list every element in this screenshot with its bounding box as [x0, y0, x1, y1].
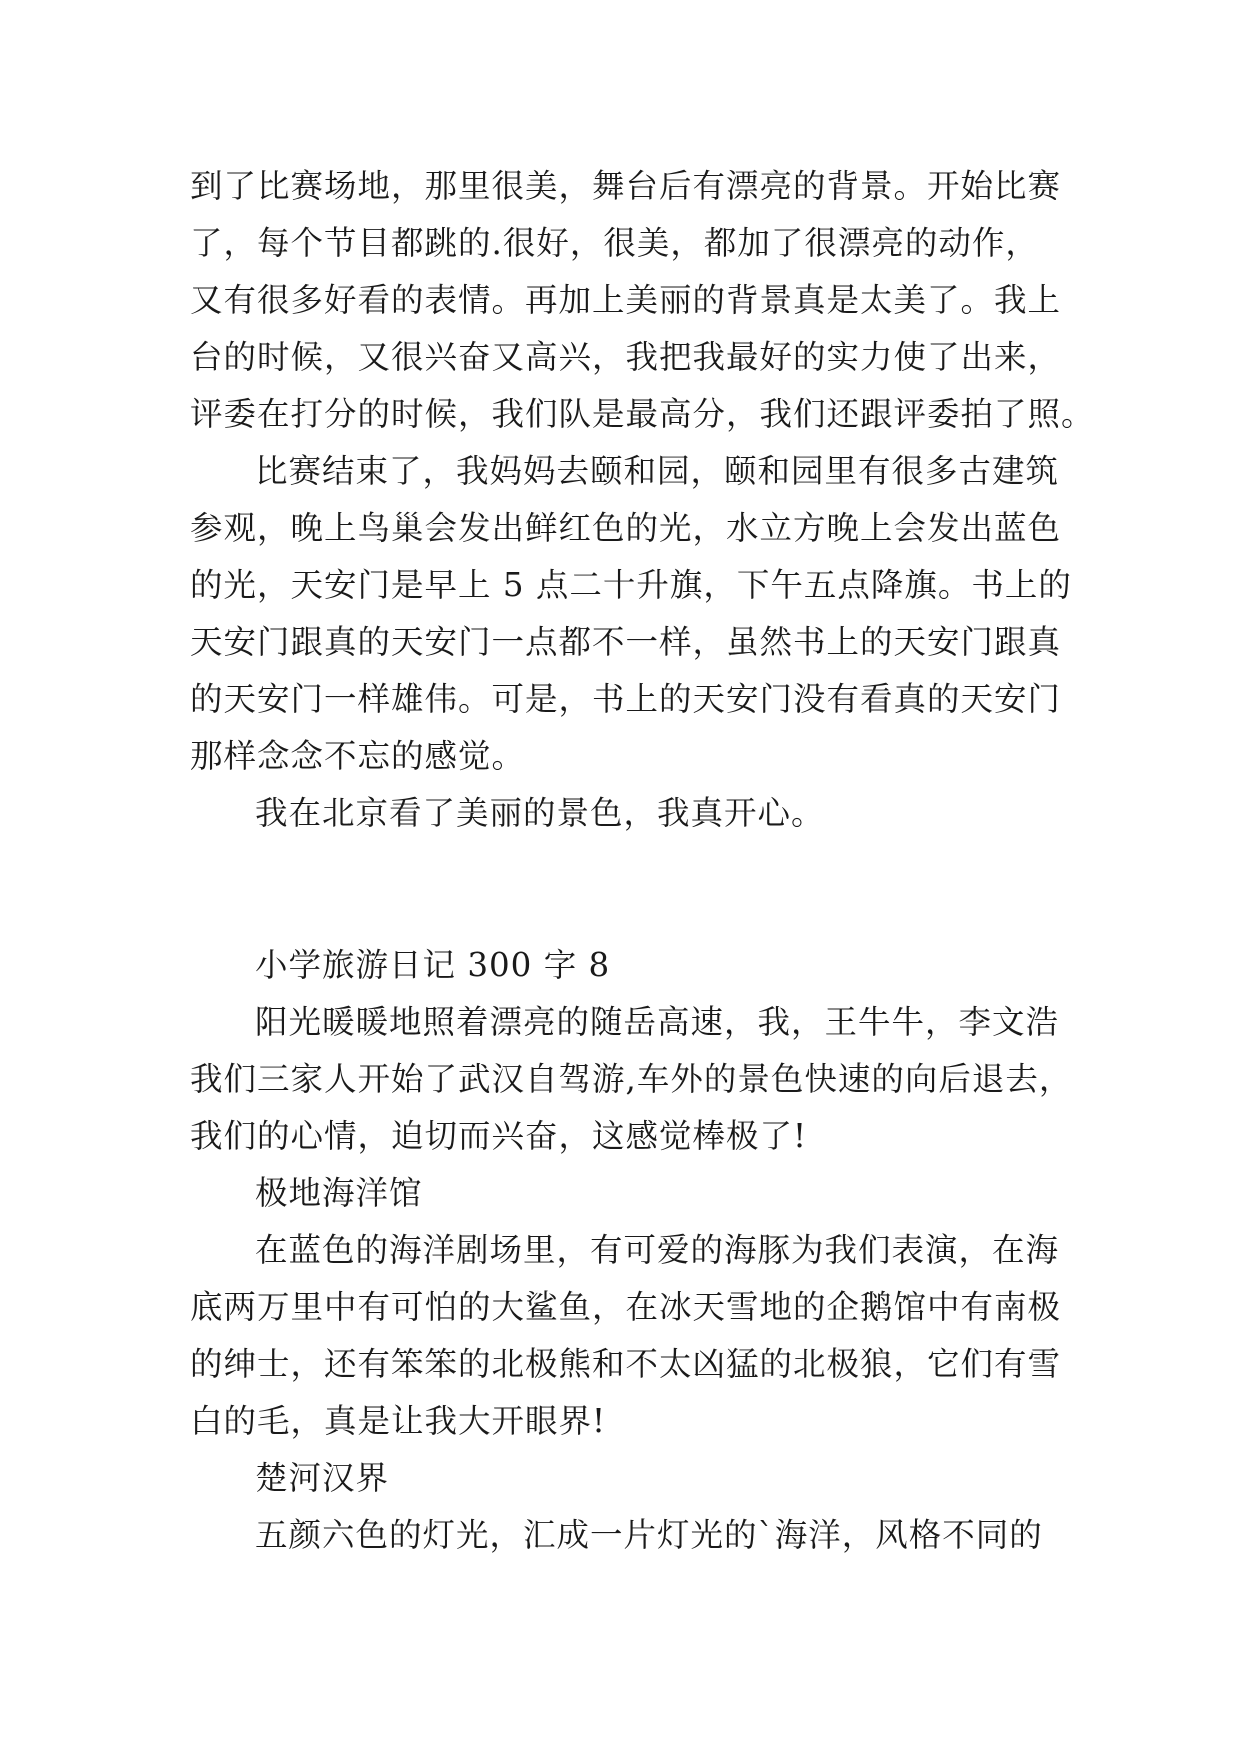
subheading [190, 1450, 1060, 1507]
paragraph [190, 443, 1072, 785]
paragraph [190, 1222, 1060, 1450]
text-line: 那样念念不忘的感觉。 [190, 737, 526, 775]
text-line: 白的毛，真是让我大开眼界! [190, 1402, 607, 1440]
text-line: 在蓝色的海洋剧场里，有可爱的海豚为我们表演，在海 [255, 1231, 1060, 1269]
text-line: 参观，晚上鸟巢会发出鲜红色的光，水立方晚上会发出蓝色 [190, 509, 1062, 547]
subheading-text: 极地海洋馆 [255, 1174, 423, 1212]
paragraph [190, 994, 1073, 1165]
subheading-text: 楚河汉界 [255, 1459, 390, 1497]
section-title [190, 937, 1060, 994]
text-line: 评委在打分的时候，我们队是最高分，我们还跟评委拍了照。 [190, 395, 1095, 433]
text-line: 我们的心情，迫切而兴奋，这感觉棒极了! [190, 1117, 808, 1155]
text-line: 阳光暖暖地照着漂亮的随岳高速，我，王牛牛，李文浩 [255, 1003, 1060, 1041]
text-line: 的光，天安门是早上 5 点二十升旗，下午五点降旗。书上的 [190, 566, 1072, 604]
text-line: 我在北京看了美丽的景色，我真开心。 [255, 794, 825, 832]
text-line: 底两万里中有可怕的大鲨鱼，在冰天雪地的企鹅馆中有南极 [190, 1288, 1062, 1326]
paragraph [190, 1507, 1060, 1564]
text-line: 天安门跟真的天安门一点都不一样，虽然书上的天安门跟真 [190, 623, 1062, 661]
text-line: 了，每个节目都跳的.很好，很美，都加了很漂亮的动作， [190, 224, 1039, 262]
text-line: 我们三家人开始了武汉自驾游,车外的景色快速的向后退去， [190, 1060, 1073, 1098]
text-line: 的天安门一样雄伟。可是，书上的天安门没有看真的天安门 [190, 680, 1062, 718]
text-line: 比赛结束了，我妈妈去颐和园，颐和园里有很多古建筑 [255, 452, 1060, 490]
text-line: 到了比赛场地，那里很美，舞台后有漂亮的背景。开始比赛 [190, 167, 1062, 205]
document-body [190, 158, 1095, 1564]
text-line: 台的时候，又很兴奋又高兴，我把我最好的实力使了出来， [190, 338, 1062, 376]
text-line: 五颜六色的灯光，汇成一片灯光的`海洋，风格不同的 [255, 1516, 1043, 1554]
text-line: 的绅士，还有笨笨的北极熊和不太凶猛的北极狼，它们有雪 [190, 1345, 1062, 1383]
paragraph [190, 785, 1060, 842]
subheading [190, 1165, 1060, 1222]
paragraph [190, 158, 1095, 443]
spacer [190, 842, 1060, 937]
text-line: 又有很多好看的表情。再加上美丽的背景真是太美了。我上 [190, 281, 1062, 319]
section-title-text: 小学旅游日记 300 字 8 [255, 946, 611, 984]
